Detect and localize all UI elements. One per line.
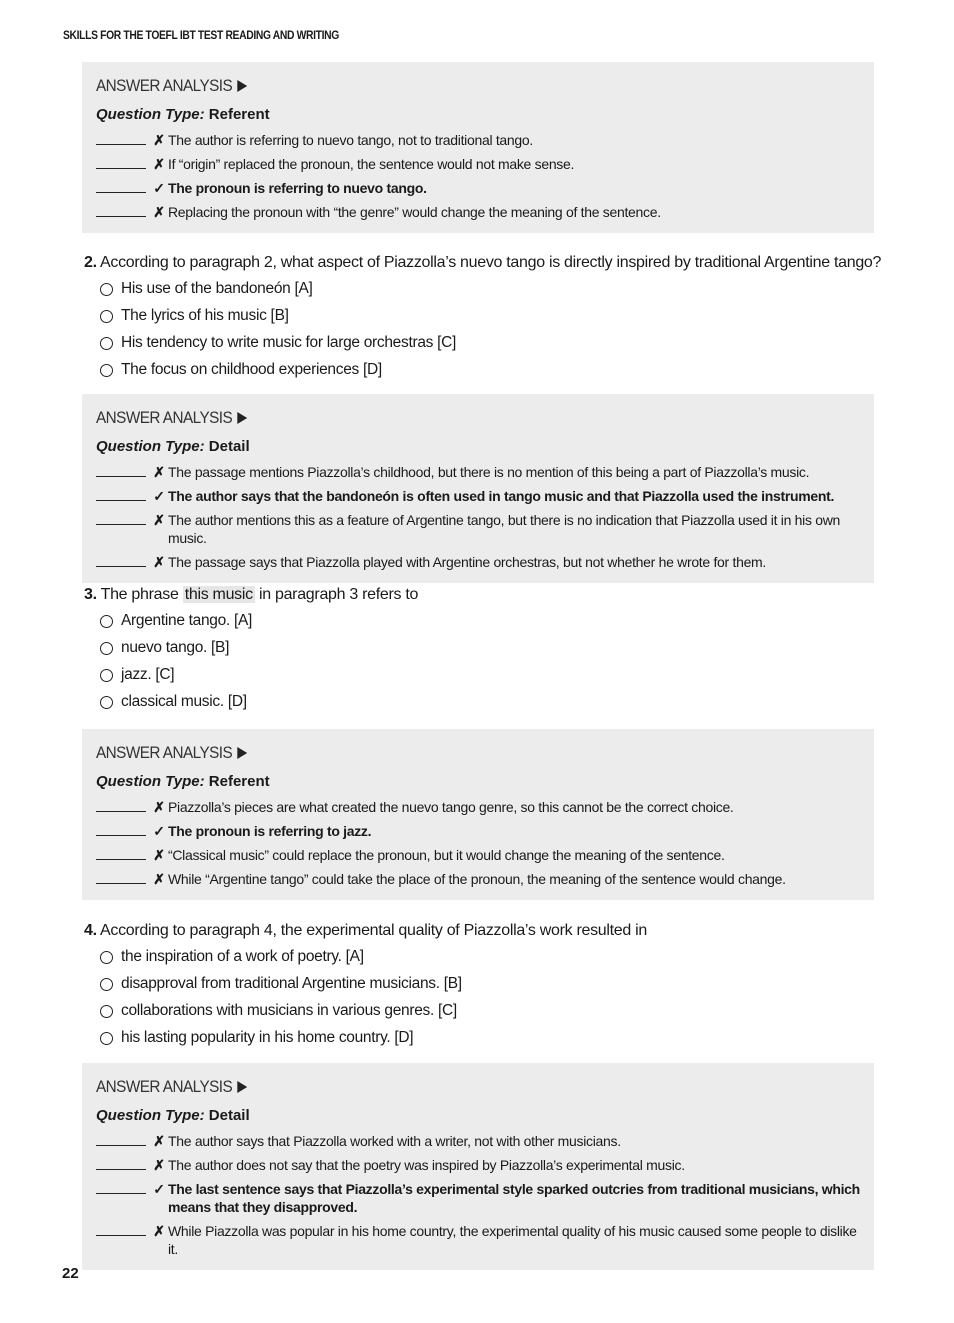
analysis-option <box>96 870 864 888</box>
option-text: The last sentence says that Piazzolla’s experimental style sparked outcries from traditional musicians, which means that they disapproved. <box>168 1181 860 1215</box>
question-type-value: Detail <box>208 1107 250 1124</box>
choice-text: The lyrics of his music [B] <box>121 307 289 324</box>
analysis-option <box>96 798 864 816</box>
answer-analysis-4 <box>82 1063 874 1270</box>
check-mark-icon: ✓ <box>153 823 165 839</box>
choice-text: classical music. [D] <box>121 693 247 710</box>
analysis-option <box>96 1222 864 1258</box>
question-2 <box>84 254 884 388</box>
x-mark-icon: ✗ <box>153 871 165 887</box>
option-text: The author is referring to nuevo tango, not to traditional tango. <box>168 132 533 148</box>
check-mark-icon: ✓ <box>153 488 165 504</box>
analysis-title-text: ANSWER ANALYSIS <box>96 408 233 427</box>
option-text: The pronoun is referring to nuevo tango. <box>168 180 427 196</box>
answer-choice[interactable] <box>100 975 884 993</box>
question-type-value: Detail <box>208 438 250 455</box>
choice-text: jazz. [C] <box>121 666 175 683</box>
answer-choice[interactable] <box>100 666 884 684</box>
question-4 <box>84 922 884 1056</box>
option-text: The author mentions this as a feature of Argentine tango, but there is no indication that Piazzolla used it in his own music. <box>168 512 841 546</box>
running-header: SKILLS FOR THE TOEFL IBT TEST READING AND WRITING <box>63 28 339 42</box>
answer-blank <box>96 1222 146 1236</box>
question-type-label: Question Type: <box>96 1107 205 1124</box>
answer-analysis-1 <box>82 62 874 233</box>
check-mark-icon: ✓ <box>153 1181 165 1197</box>
x-mark-icon: ✗ <box>153 1157 165 1173</box>
radio-circle-icon[interactable] <box>100 669 113 682</box>
answer-blank <box>96 203 146 217</box>
analysis-title <box>96 1077 787 1097</box>
question-number: 4. <box>84 922 97 939</box>
option-text: The passage mentions Piazzolla’s childhood, but there is no mention of this being a part of Piazzolla’s music. <box>168 464 810 480</box>
choice-text: His use of the bandoneón [A] <box>121 280 313 297</box>
answer-blank <box>96 846 146 860</box>
analysis-option <box>96 131 864 149</box>
option-text: Piazzolla’s pieces are what created the nuevo tango genre, so this cannot be the correct choice. <box>168 799 734 815</box>
question-type-label: Question Type: <box>96 773 205 790</box>
x-mark-icon: ✗ <box>153 847 165 863</box>
answer-blank <box>96 155 146 169</box>
analysis-title <box>96 743 787 763</box>
option-text: The author says that the bandoneón is often used in tango music and that Piazzolla used the instrument. <box>168 488 835 504</box>
answer-analysis-2 <box>82 394 874 583</box>
question-type <box>96 1107 864 1124</box>
radio-circle-icon[interactable] <box>100 1005 113 1018</box>
radio-circle-icon[interactable] <box>100 364 113 377</box>
answer-blank <box>96 463 146 477</box>
analysis-option <box>96 155 864 173</box>
x-mark-icon: ✗ <box>153 204 165 220</box>
check-mark-icon: ✓ <box>153 180 165 196</box>
answer-blank <box>96 798 146 812</box>
option-text: Replacing the pronoun with “the genre” would change the meaning of the sentence. <box>168 204 661 220</box>
question-type-label: Question Type: <box>96 438 205 455</box>
choice-text: disapproval from traditional Argentine musicians. [B] <box>121 975 462 992</box>
page-number: 22 <box>62 1265 79 1282</box>
analysis-option <box>96 203 864 221</box>
question-text: According to paragraph 2, what aspect of Piazzolla’s nuevo tango is directly inspired by traditional Argentine tango? <box>100 254 882 271</box>
option-text: The author says that Piazzolla worked with a writer, not with other musicians. <box>168 1133 621 1149</box>
question-3 <box>84 586 884 720</box>
answer-blank <box>96 870 146 884</box>
x-mark-icon: ✗ <box>153 464 165 480</box>
radio-circle-icon[interactable] <box>100 696 113 709</box>
answer-choice[interactable] <box>100 1029 884 1047</box>
question-type <box>96 773 864 790</box>
radio-circle-icon[interactable] <box>100 951 113 964</box>
analysis-option-correct <box>96 1180 864 1216</box>
answer-blank <box>96 179 146 193</box>
question-stem <box>84 922 884 940</box>
analysis-option <box>96 1132 864 1150</box>
choice-text: his lasting popularity in his home country. [D] <box>121 1029 414 1046</box>
radio-circle-icon[interactable] <box>100 642 113 655</box>
answer-choice[interactable] <box>100 280 884 298</box>
highlighted-phrase: this music <box>184 586 253 603</box>
answer-choice[interactable] <box>100 639 884 657</box>
play-triangle-icon <box>238 747 248 759</box>
question-number: 3. <box>84 586 97 603</box>
question-stem <box>84 586 884 604</box>
choice-text: The focus on childhood experiences [D] <box>121 361 382 378</box>
question-type-label: Question Type: <box>96 106 205 123</box>
analysis-title-text: ANSWER ANALYSIS <box>96 743 233 762</box>
question-type-value: Referent <box>208 773 270 790</box>
answer-choice[interactable] <box>100 1002 884 1020</box>
x-mark-icon: ✗ <box>153 1133 165 1149</box>
analysis-title-text: ANSWER ANALYSIS <box>96 1077 233 1096</box>
analysis-option <box>96 511 864 547</box>
question-type-value: Referent <box>208 106 270 123</box>
answer-analysis-3 <box>82 729 874 900</box>
x-mark-icon: ✗ <box>153 799 165 815</box>
answer-choice[interactable] <box>100 693 884 711</box>
analysis-option-correct <box>96 822 864 840</box>
answer-choice[interactable] <box>100 307 884 325</box>
analysis-option <box>96 463 864 481</box>
option-text: “Classical music” could replace the pronoun, but it would change the meaning of the sentence. <box>168 847 725 863</box>
radio-circle-icon[interactable] <box>100 337 113 350</box>
option-text: While Piazzolla was popular in his home country, the experimental quality of his music caused some people to dislike it. <box>168 1223 857 1257</box>
analysis-title <box>96 76 787 96</box>
question-stem <box>84 254 884 272</box>
question-text: According to paragraph 4, the experimental quality of Piazzolla’s work resulted in <box>100 922 647 939</box>
analysis-option <box>96 1156 864 1174</box>
question-text: in paragraph 3 refers to <box>254 586 419 603</box>
radio-circle-icon[interactable] <box>100 283 113 296</box>
option-text: The passage says that Piazzolla played with Argentine orchestras, but not whether he wrote for them. <box>168 554 767 570</box>
choice-text: the inspiration of a work of poetry. [A] <box>121 948 364 965</box>
play-triangle-icon <box>238 80 248 92</box>
answer-blank <box>96 1180 146 1194</box>
answer-blank <box>96 1132 146 1146</box>
x-mark-icon: ✗ <box>153 1223 165 1239</box>
radio-circle-icon[interactable] <box>100 615 113 628</box>
option-text: If “origin” replaced the pronoun, the sentence would not make sense. <box>168 156 575 172</box>
play-triangle-icon <box>238 1081 248 1093</box>
answer-blank <box>96 822 146 836</box>
answer-blank <box>96 131 146 145</box>
answer-blank <box>96 553 146 567</box>
x-mark-icon: ✗ <box>153 132 165 148</box>
x-mark-icon: ✗ <box>153 512 165 528</box>
play-triangle-icon <box>238 412 248 424</box>
x-mark-icon: ✗ <box>153 156 165 172</box>
question-type <box>96 438 864 455</box>
radio-circle-icon[interactable] <box>100 1032 113 1045</box>
radio-circle-icon[interactable] <box>100 978 113 991</box>
question-number: 2. <box>84 254 97 271</box>
answer-choice[interactable] <box>100 361 884 379</box>
choice-text: nuevo tango. [B] <box>121 639 230 656</box>
choice-text: Argentine tango. [A] <box>121 612 253 629</box>
option-text: While “Argentine tango” could take the place of the pronoun, the meaning of the sentence would change. <box>168 871 786 887</box>
option-text: The author does not say that the poetry was inspired by Piazzolla’s experimental music. <box>168 1157 685 1173</box>
analysis-option-correct <box>96 487 864 505</box>
answer-blank <box>96 487 146 501</box>
answer-choice[interactable] <box>100 334 884 352</box>
answer-choice[interactable] <box>100 612 884 630</box>
choice-text: collaborations with musicians in various genres. [C] <box>121 1002 457 1019</box>
question-type <box>96 106 864 123</box>
answer-blank <box>96 1156 146 1170</box>
analysis-title <box>96 408 787 428</box>
question-text: The phrase <box>100 586 183 603</box>
radio-circle-icon[interactable] <box>100 310 113 323</box>
x-mark-icon: ✗ <box>153 554 165 570</box>
analysis-option <box>96 846 864 864</box>
option-text: The pronoun is referring to jazz. <box>168 823 372 839</box>
choice-text: His tendency to write music for large orchestras [C] <box>121 334 456 351</box>
answer-choice[interactable] <box>100 948 884 966</box>
analysis-title-text: ANSWER ANALYSIS <box>96 76 233 95</box>
analysis-option-correct <box>96 179 864 197</box>
analysis-option <box>96 553 864 571</box>
answer-blank <box>96 511 146 525</box>
